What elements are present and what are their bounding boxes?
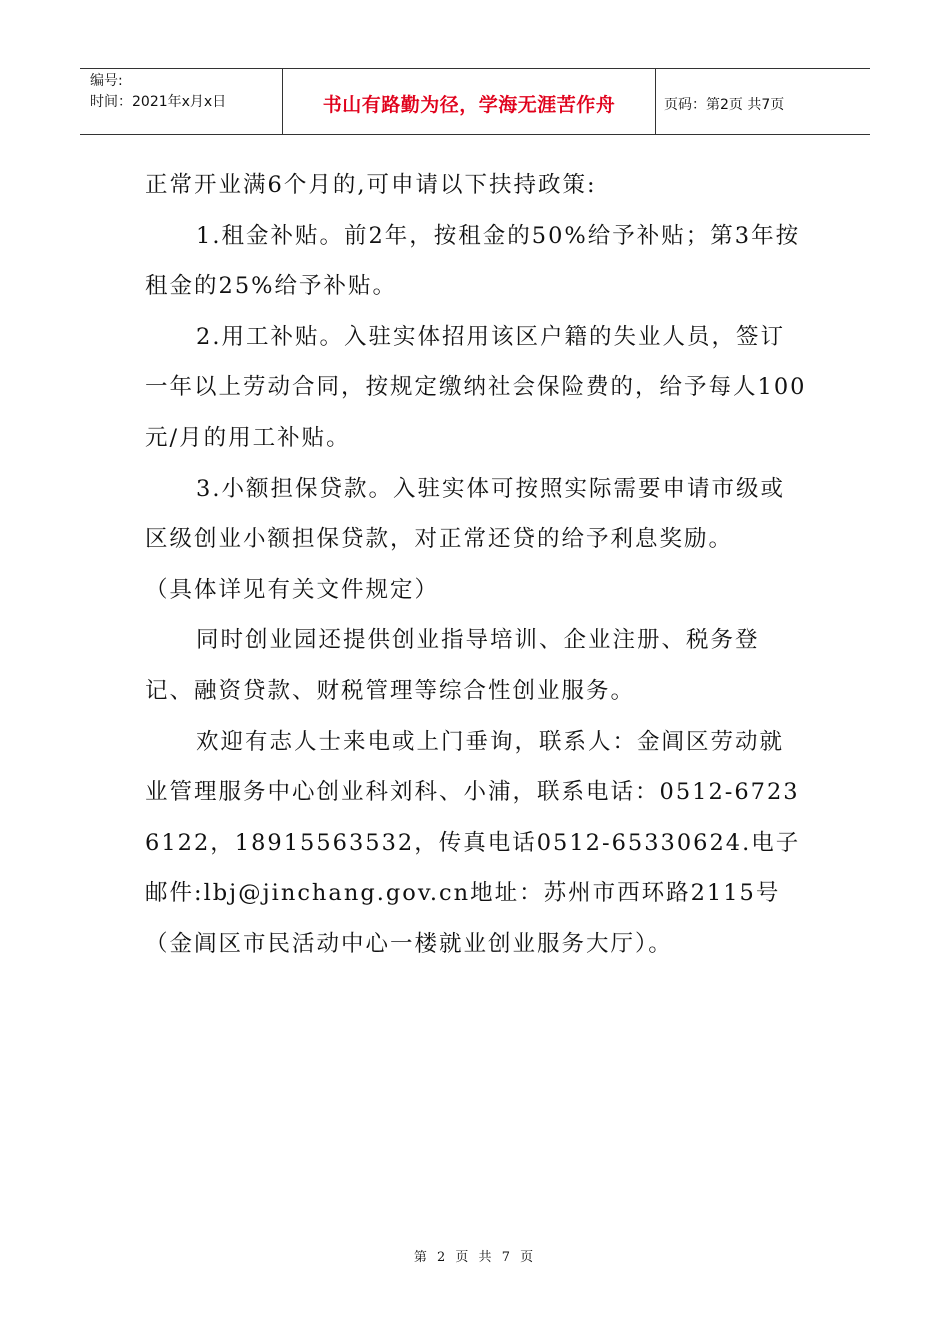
policy-note: （具体详见有关文件规定） bbox=[145, 576, 440, 603]
policy-item-guaranteed-loan: 3.小额担保贷款。入驻实体可按照实际需要申请市级或区级创业小额担保贷款，对正常还贷的给予利息奖励。 bbox=[145, 475, 785, 553]
services-paragraph: 同时创业园还提供创业指导培训、企业注册、税务登记、融资贷款、财税管理等综合性创业服务。 bbox=[145, 627, 760, 704]
header-meta bbox=[80, 69, 283, 134]
document-date: 时间：2021年x月x日 bbox=[90, 94, 227, 110]
policy-item-rent-subsidy: 1.租金补贴。前2年，按租金的50%给予补贴；第3年按租金的25%给予补贴。 bbox=[145, 222, 801, 300]
document-body bbox=[145, 160, 807, 970]
policy-item-employment-subsidy: 2.用工补贴。入驻实体招用该区户籍的失业人员，签订一年以上劳动合同，按规定缴纳社会保险费的，给予每人100元/月的用工补贴。 bbox=[145, 323, 807, 451]
page-info-text: 页码：第2页 共7页 bbox=[664, 96, 785, 113]
motto-text: 书山有路勤为径，学海无涯苦作舟 bbox=[322, 94, 616, 116]
footer-page-number: 第 2 页 共 7 页 bbox=[413, 1250, 537, 1265]
document-header bbox=[80, 68, 870, 135]
page-footer bbox=[0, 1246, 950, 1265]
document-number-label: 编号: bbox=[90, 73, 123, 89]
intro-paragraph: 正常开业满6个月的,可申请以下扶持政策: bbox=[145, 172, 597, 198]
header-page-info bbox=[656, 69, 870, 134]
header-motto-cell bbox=[283, 69, 656, 134]
contact-paragraph: 欢迎有志人士来电或上门垂询，联系人：金阊区劳动就业管理服务中心创业科刘科、小浦，联系电话：0512-67236122，18915563532，传真电话0512-65330624.电子邮件:lbj@jinchang.gov.cn地址：苏州市西环路2115号（金阊区市民活动中心一楼就业创业服务大厅）。 bbox=[145, 728, 801, 957]
